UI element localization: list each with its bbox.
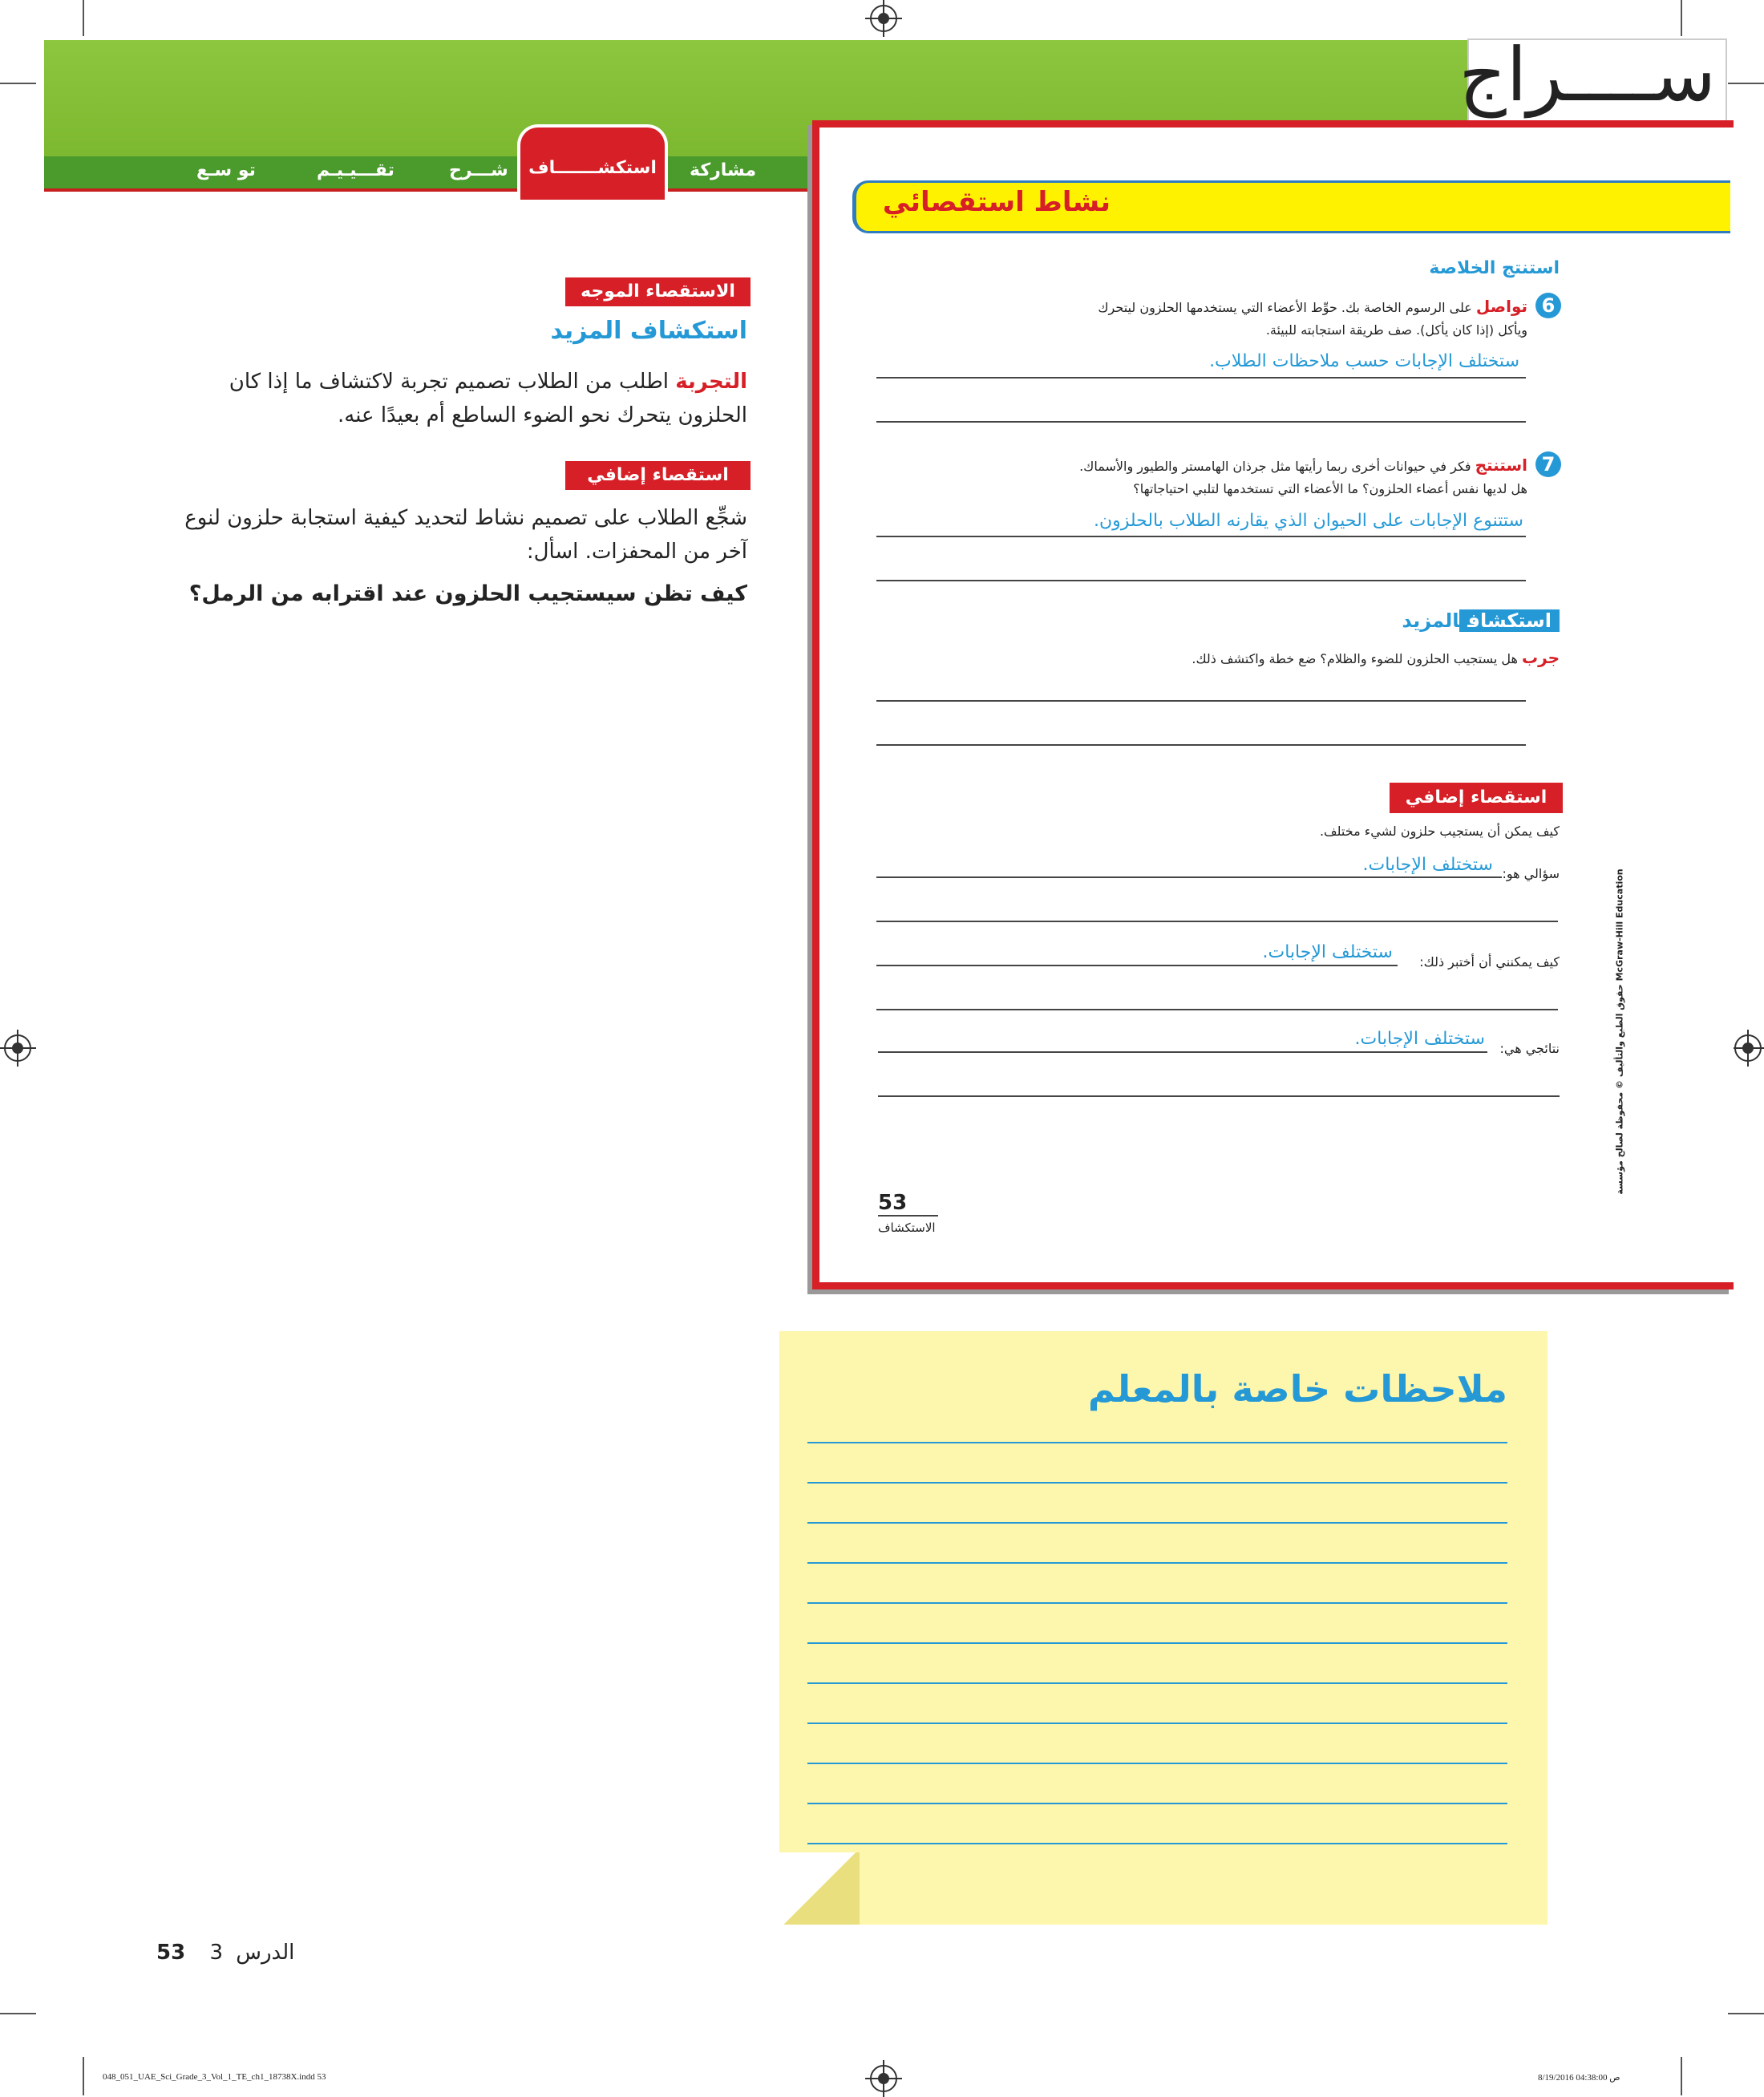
explore-more-word: المزيد <box>1402 609 1460 632</box>
extra-inquiry-pill: استقصاء إضافي <box>565 461 751 490</box>
lesson-footer <box>156 1941 294 1965</box>
footer-lesson-label: الدرس <box>236 1941 295 1965</box>
notes-line[interactable] <box>807 1602 1507 1604</box>
answer-line <box>876 921 1558 922</box>
question-6-line2: ويأكل (إذا كان يأكل). صف طريقة استجابته للبيئة. <box>1265 322 1527 338</box>
file-slug: 048_051_UAE_Sci_Grade_3_Vol_1_TE_ch1_18738X.indd 53 <box>103 2072 326 2082</box>
how-test-label: كيف يمكنني أن أختبر ذلك: <box>1419 954 1560 970</box>
extra-inquiry-text: شجِّع الطلاب على تصميم نشاط لتحديد كيفية استجابة حلزون لنوع آخر من المحفزات. اسأل: <box>184 506 747 564</box>
crop-mark <box>83 2057 84 2095</box>
extra-inquiry-pill-student: استقصاء إضافي <box>1390 783 1563 813</box>
answer-line <box>876 580 1526 581</box>
registration-mark-icon <box>870 5 897 32</box>
results-answer: ستختلف الإجابات. <box>1354 1029 1485 1049</box>
crop-mark <box>0 2013 36 2014</box>
guided-inquiry-pill: الاستقصاء الموجه <box>565 277 751 306</box>
answer-line <box>876 744 1526 746</box>
notes-line[interactable] <box>807 1763 1507 1764</box>
question-7-line1: فكر في حيوانات أخرى ربما رأيتها مثل جرذان الهامستر والطيور والأسماك. <box>1079 459 1471 474</box>
crop-mark <box>1728 83 1764 84</box>
my-question-answer: ستختلف الإجابات. <box>1362 855 1493 875</box>
answer-line <box>878 1095 1560 1097</box>
my-question-label: سؤالي هو: <box>1502 866 1560 881</box>
question-6-number: 6 <box>1535 293 1561 318</box>
question-7-label: استنتج <box>1475 455 1527 475</box>
discussion-question: كيف تظن سيستجيب الحلزون عند اقترابه من الرمل؟ <box>188 581 747 606</box>
question-6-line1: على الرسوم الخاصة بك. حوِّط الأعضاء التي يستخدمها الحلزون ليتحرك <box>1098 300 1472 315</box>
notes-line[interactable] <box>807 1482 1507 1484</box>
question-6-answer: ستختلف الإجابات حسب ملاحظات الطلاب. <box>1209 351 1519 371</box>
tab-explore-label: استكشـــــــاف <box>528 158 657 178</box>
try-prompt <box>1192 648 1560 667</box>
answer-line <box>876 965 1398 966</box>
notes-line[interactable] <box>807 1803 1507 1804</box>
logo-wordmark: ســــراج <box>1459 32 1716 118</box>
answer-line <box>876 700 1526 702</box>
notes-line[interactable] <box>807 1442 1507 1443</box>
footer-lesson-number: 3 <box>209 1941 223 1965</box>
answer-line <box>876 536 1526 537</box>
notes-line[interactable] <box>807 1682 1507 1684</box>
experiment-text: اطلب من الطلاب تصميم تجربة لاكتشاف ما إذا كان الحلزون يتحرك نحو الضوء الساطع أم بعيدًا عنه. <box>229 370 747 427</box>
notes-line[interactable] <box>807 1843 1507 1844</box>
question-7-line2: هل لديها نفس أعضاء الحلزون؟ ما الأعضاء التي تستخدمها لتلبي احتياجاتها؟ <box>1133 481 1527 496</box>
how-test-answer: ستختلف الإجابات. <box>1262 942 1393 962</box>
question-6-text <box>918 295 1527 342</box>
answer-line <box>876 876 1502 878</box>
tab-engage[interactable]: مشاركة <box>690 160 757 180</box>
tab-evaluate[interactable]: تقـــيـيـم <box>317 160 394 180</box>
extra-inquiry-prompt: كيف يمكن أن يستجيب حلزون لشيء مختلف. <box>1319 824 1560 839</box>
crop-mark <box>83 0 84 36</box>
registration-mark-icon <box>870 2065 897 2092</box>
answer-line <box>876 1009 1558 1010</box>
registration-mark-icon <box>1734 1034 1762 1062</box>
crop-mark <box>1728 2013 1764 2014</box>
question-6-label: تواصل <box>1475 297 1527 316</box>
notes-line[interactable] <box>807 1522 1507 1524</box>
page-curl-decoration <box>779 1852 860 1925</box>
file-timestamp: 8/19/2016 04:38:00 ص <box>1538 2073 1620 2083</box>
experiment-paragraph <box>162 365 747 432</box>
crop-mark <box>1681 0 1682 36</box>
tab-extend[interactable]: تو سـع <box>196 160 256 180</box>
explore-more-heading: استكشاف المزيد <box>550 317 747 345</box>
footer-page-number: 53 <box>156 1941 186 1965</box>
teacher-notes-title: ملاحظات خاصة بالمعلم <box>1087 1367 1507 1411</box>
notes-line[interactable] <box>807 1642 1507 1644</box>
activity-title: نشاط استقصائي <box>882 186 1111 218</box>
crop-mark <box>0 83 36 84</box>
experiment-label: التجربة <box>675 370 747 394</box>
answer-line <box>876 421 1526 423</box>
registration-mark-icon <box>4 1034 31 1062</box>
copyright-notice: McGraw-Hill Education حقوق الطبع والتأليف © محفوظة لصالح مؤسسة <box>1614 868 1625 1195</box>
crop-mark <box>1681 2057 1682 2095</box>
explore-more-title <box>1402 609 1560 635</box>
notes-line[interactable] <box>807 1562 1507 1564</box>
teacher-notes-box <box>779 1331 1548 1925</box>
student-page-section: الاستكشاف <box>878 1221 936 1235</box>
question-7-number: 7 <box>1535 451 1561 477</box>
try-label: جرب <box>1522 648 1560 667</box>
conclusion-heading: استنتج الخلاصة <box>1429 258 1560 278</box>
explore-more-pill: استكشاف <box>1459 609 1560 632</box>
question-7-answer: ستتنوع الإجابات على الحيوان الذي يقارنه الطلاب بالحلزون. <box>1093 511 1523 531</box>
tab-explore[interactable] <box>517 124 668 200</box>
notes-line[interactable] <box>807 1723 1507 1724</box>
answer-line <box>876 377 1526 379</box>
answer-line <box>878 1051 1487 1053</box>
student-page-number: 53 <box>878 1191 938 1217</box>
tab-explain[interactable]: شـــرح <box>449 160 508 180</box>
results-label: نتائجي هي: <box>1499 1041 1560 1056</box>
question-7-text <box>918 454 1527 500</box>
try-text: هل يستجيب الحلزون للضوء والظلام؟ ضع خطة واكتشف ذلك. <box>1192 651 1518 666</box>
